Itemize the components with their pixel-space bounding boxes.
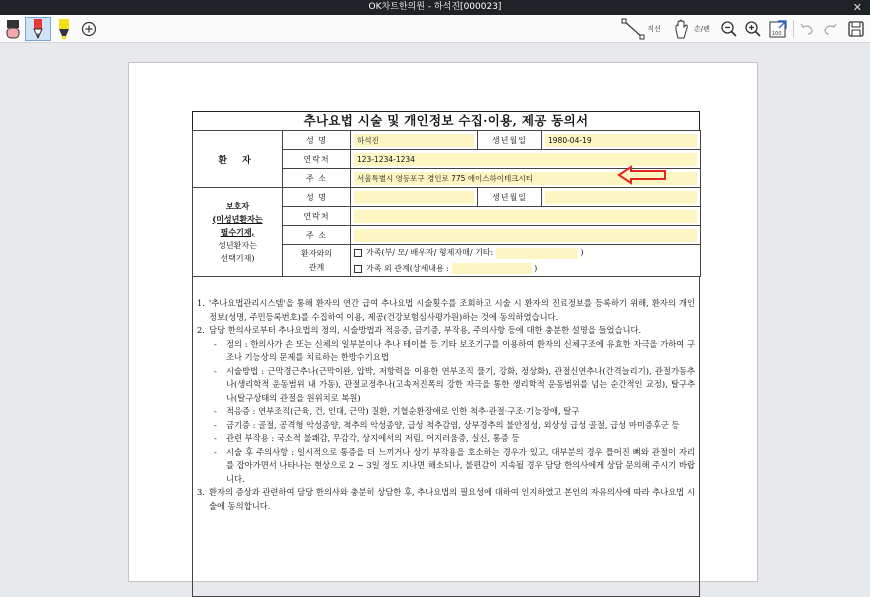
zoom-out-icon[interactable] bbox=[718, 17, 740, 41]
guardian-name-label: 성 명 bbox=[283, 188, 351, 207]
window-title: OK차트한의원 - 하석진[000023] bbox=[368, 2, 502, 12]
address-label: 주 소 bbox=[283, 169, 351, 188]
document-page bbox=[128, 62, 758, 582]
consent-item: 3. 환자의 증상과 관련하여 담당 한의사와 충분히 상담한 후, 추나요법의 필요성에 대하여 인지하였고 본인의 자유의사에 따라 추나요법 시술에 동의합니다. bbox=[197, 487, 695, 511]
relation-label-line2: 관계 bbox=[308, 262, 325, 272]
family-option-label: 가족(부/ 모/ 배우자/ 형제자매/ 기타: bbox=[366, 248, 494, 258]
patient-birth-field[interactable]: 1980-04-19 bbox=[545, 134, 697, 147]
guardian-name-field[interactable] bbox=[354, 191, 474, 204]
guardian-line3: 필수기재, bbox=[220, 226, 255, 237]
family-option-close: ) bbox=[580, 248, 584, 258]
close-icon[interactable]: ✕ bbox=[852, 1, 862, 14]
toolbar bbox=[0, 15, 870, 43]
patient-address-field[interactable]: 서울특별시 영등포구 경인로 775 에이스하이테크시티 bbox=[354, 172, 697, 185]
line-tool-label: 직선 bbox=[647, 25, 661, 33]
patient-group-label: 환 자 bbox=[193, 131, 283, 188]
nonfamily-option-label: 가족 외 관계(상세내용 : bbox=[366, 263, 449, 273]
consent-subitem: - 관련 부작용 : 국소적 불쾌감, 무감각, 상지에서의 저림, 어지러움증, 실신, 통증 등 bbox=[214, 433, 520, 443]
nonfamily-option-close: ) bbox=[534, 263, 538, 273]
guardian-address-label: 주 소 bbox=[283, 226, 351, 245]
zoom-in-icon[interactable] bbox=[742, 17, 764, 41]
svg-text:100: 100 bbox=[772, 31, 782, 37]
family-checkbox[interactable] bbox=[354, 249, 362, 257]
patient-contact-field[interactable]: 123-1234-1234 bbox=[354, 153, 697, 166]
relation-option-nonfamily bbox=[351, 261, 701, 277]
relation-label bbox=[283, 245, 351, 277]
consent-subitem: - 시술방법 : 근막경근추나(근막이완, 압박, 저항력을 이용한 연부조직 풀기, 강화, 정상화), 관절신연추나(간격늘리기), 관절가동추나(생리학적 운동범위 내 가동), 관절교정추나(고속저진폭의 강한 자극을 통한 생리학적 운동범위를 넘는 순간적인 교정), 탈구추나(탈구상태의 관절을 원위치로 복원) bbox=[214, 365, 695, 403]
consent-subitem: - 적응증 : 연부조직(근육, 건, 인대, 근막) 질환, 기혈순환장애로 인한 척추·관절·구조·기능장애, 탈구 bbox=[214, 406, 580, 416]
add-circle-icon[interactable] bbox=[78, 17, 100, 41]
patient-info-table bbox=[192, 130, 701, 277]
guardian-address-field[interactable] bbox=[354, 229, 697, 242]
hand-icon bbox=[672, 18, 692, 40]
toolbar-separator bbox=[793, 20, 794, 38]
window-titlebar bbox=[0, 0, 870, 15]
guardian-line4: 성년환자는 bbox=[218, 240, 257, 250]
pen-icon[interactable] bbox=[25, 17, 51, 41]
relation-option-family bbox=[351, 245, 701, 261]
consent-subitem: - 시술 후 주의사항 : 일시적으로 통증을 더 느끼거나 상기 부작용을 호소하는 경우가 있고, 대부분의 경우 틀어진 뼈와 관절이 자리를 잡아가면서 나타나는 현상으로 2 ~ 3일 정도 지나면 해소되나, 불편감이 지속될 경우 담당 한의사에게 상담 문의해 주시기 바랍니다. bbox=[214, 446, 695, 484]
consent-subitem: - 금기증 : 골절, 공격형 악성종양, 척추의 악성종양, 급성 척추감염, 상부경추의 불안정성, 외상성 급성 골절, 급성 마미증후군 등 bbox=[214, 419, 680, 430]
patient-name-field[interactable]: 하석진 bbox=[354, 134, 474, 147]
nonfamily-detail-field[interactable] bbox=[452, 263, 532, 274]
redo-icon[interactable] bbox=[820, 17, 840, 41]
contact-label: 연락처 bbox=[283, 150, 351, 169]
consent-item: 2. 담당 한의사로부터 추나요법의 정의, 시술방법과 적응증, 금기증, 부작용, 주의사항 등에 대한 충분한 설명을 들었습니다. bbox=[197, 325, 642, 335]
guardian-line2: (미성년환자는 bbox=[212, 213, 263, 224]
guardian-line5: 선택기재) bbox=[220, 253, 255, 263]
guardian-birth-field[interactable] bbox=[545, 191, 697, 204]
document-viewport[interactable] bbox=[0, 43, 870, 580]
highlighter-icon[interactable] bbox=[53, 17, 75, 41]
line-icon bbox=[621, 18, 645, 40]
line-tool-button[interactable] bbox=[618, 17, 664, 41]
save-icon[interactable] bbox=[845, 17, 867, 41]
guardian-contact-field[interactable] bbox=[354, 210, 697, 223]
fit-100-icon[interactable] bbox=[766, 17, 790, 41]
guardian-group-label bbox=[193, 188, 283, 277]
consent-item: 1. '추나요법관리시스템'을 통해 환자의 연간 급여 추나요법 시술횟수를 조회하고 시술 시 환자의 진료정보를 등록하기 위해, 환자의 개인정보(성명, 주민등록번호)를 수집하여 이용, 제공(건강보험심사평가원)하는 것에 동의하였습니다. bbox=[197, 298, 696, 322]
red-arrow-annotation bbox=[617, 165, 669, 185]
consent-subitem: - 정의 : 한의사가 손 또는 신체의 일부분이나 추나 테이블 등 기타 보조기구를 이용하여 환자의 신체구조에 유효한 자극을 가하여 구조나 기능상의 문제를 치료하는 한방수기요법 bbox=[214, 338, 695, 362]
form-title: 추나요법 시술 및 개인정보 수집·이용, 제공 동의서 bbox=[192, 111, 700, 130]
hand-pen-tool-label: 손/펜 bbox=[694, 25, 710, 33]
name-label: 성 명 bbox=[283, 131, 351, 150]
relation-label-line1: 환자와의 bbox=[301, 248, 332, 258]
guardian-line1: 보호자 bbox=[225, 200, 250, 211]
nonfamily-checkbox[interactable] bbox=[354, 265, 362, 273]
birth-label: 생년월일 bbox=[478, 131, 542, 150]
undo-icon[interactable] bbox=[797, 17, 817, 41]
guardian-birth-label: 생년월일 bbox=[478, 188, 542, 207]
hand-pen-tool-button[interactable] bbox=[668, 17, 714, 41]
consent-body bbox=[192, 277, 700, 597]
family-other-field[interactable] bbox=[496, 248, 578, 259]
guardian-contact-label: 연락처 bbox=[283, 207, 351, 226]
eraser-icon[interactable] bbox=[3, 17, 23, 41]
